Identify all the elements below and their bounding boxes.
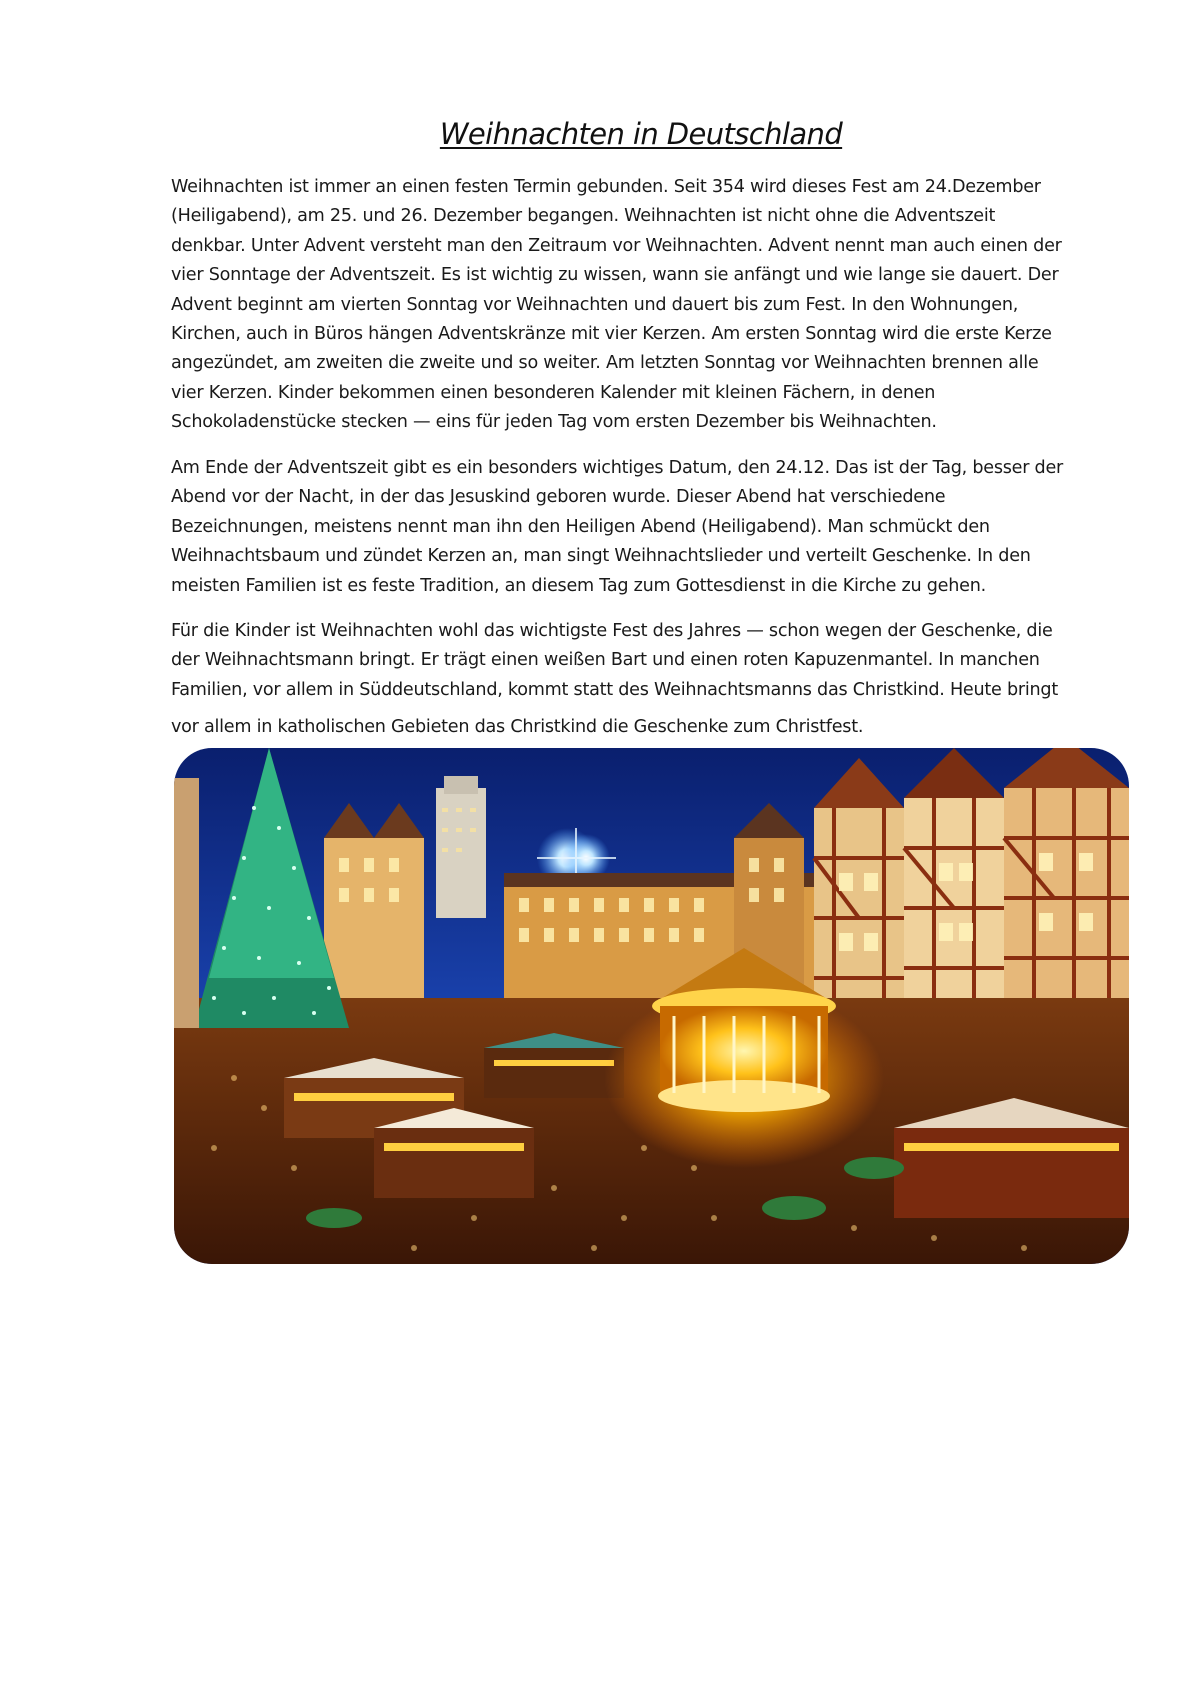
text-line: Am Ende der Adventszeit gibt es ein besonders wichtiges Datum, den 24.12. Das ist der Tag, besser der [171, 458, 1064, 478]
text-line: Familien, vor allem in Süddeutschland, kommt statt des Weihnachtsmanns das Christkind. Heute bringt [171, 679, 1058, 700]
text-line: der Weihnachtsmann bringt. Er trägt einen weißen Bart und einen roten Kapuzenmantel. In manchen [171, 650, 1040, 671]
text-line: meisten Familien ist es feste Tradition, an diesem Tag zum Gottesdienst in die Kirche zu gehen. [171, 575, 986, 596]
text-line: Weihnachtsbaum und zündet Kerzen an, man singt Weihnachtslieder und verteilt Geschenke. In den [171, 546, 1031, 567]
text-line: vier Sonntage der Adventszeit. Es ist wichtig zu wissen, wann sie anfängt und wie lange sie dauert. Der [171, 265, 1059, 286]
text-line: angezündet, am zweiten die zweite und so weiter. Am letzten Sonntag vor Weihnachten brennen alle [171, 353, 1039, 374]
text-line: Kirchen, auch in Büros hängen Adventskränze mit vier Kerzen. Am ersten Sonntag wird die erste Kerze [171, 324, 1052, 345]
text-line: (Heiligabend), am 25. und 26. Dezember begangen. Weihnachten ist nicht ohne die Adventszeit [171, 206, 996, 227]
paragraph-3 [171, 617, 1119, 743]
text-line: Schokoladenstücke stecken — eins für jeden Tag vom ersten Dezember bis Weihnachten. [171, 412, 937, 433]
text-line: Abend vor der Nacht, in der das Jesuskind geboren wurde. Dieser Abend hat verschiedene [171, 487, 946, 508]
text-line: vier Kerzen. Kinder bekommen einen besonderen Kalender mit kleinen Fächern, in denen [171, 382, 936, 403]
paragraph-2 [171, 454, 1119, 601]
paragraph-1 [171, 173, 1119, 438]
text-line: vor allem in katholischen Gebieten das Christkind die Geschenke zum Christfest. [171, 717, 864, 738]
text-line: Für die Kinder ist Weihnachten wohl das wichtigste Fest des Jahres — schon wegen der Geschenke, die [171, 621, 1053, 641]
document-title: Weihnachten in Deutschland [439, 117, 843, 151]
christmas-market-illustration [174, 748, 1129, 1264]
text-line: denkbar. Unter Advent versteht man den Zeitraum vor Weihnachten. Advent nennt man auch einen der [171, 235, 1062, 256]
christmas-market-photo [174, 748, 1129, 1264]
text-line: Weihnachten ist immer an einen festen Termin gebunden. Seit 354 wird dieses Fest am 24.Dezember [171, 177, 1041, 197]
text-line: Advent beginnt am vierten Sonntag vor Weihnachten und dauert bis zum Fest. In den Wohnungen, [171, 294, 1019, 315]
text-line: Bezeichnungen, meistens nennt man ihn den Heiligen Abend (Heiligabend). Man schmückt den [171, 516, 990, 537]
